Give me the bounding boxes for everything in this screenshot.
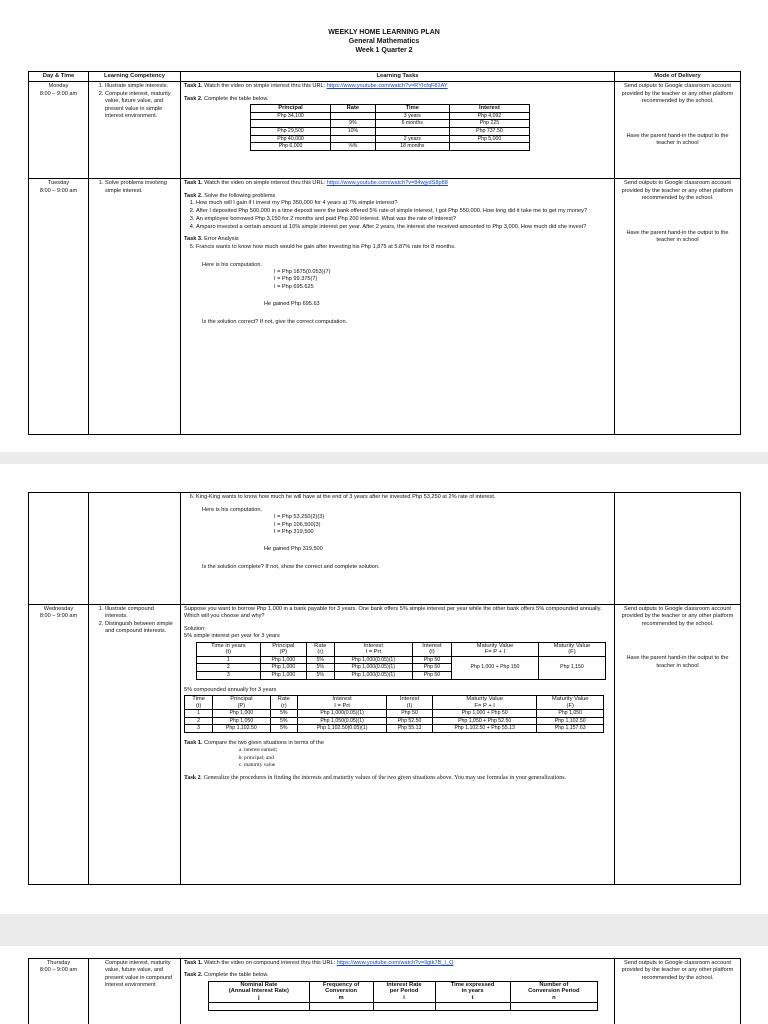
col-header: i [403,995,405,1001]
table-cell: 3 [197,672,261,680]
time-label: 8:00 – 9:00 am [39,187,78,194]
table-cell: Php 34,100 [251,112,331,120]
table-cell: 6 months [375,120,449,128]
simple-interest-comparison-table [196,642,606,680]
table-cell: ⅝% [331,143,376,151]
table-cell: Php 1,000 + Php 50 [432,710,537,718]
plan-table-page-3 [28,958,741,1024]
table-cell: Php 737.50 [449,128,529,136]
col-header: Nominal Rate [240,981,278,988]
table-cell: Php 1,050(0.05)(1) [298,717,387,725]
tuesday-mode-cell [615,179,741,435]
mode-handin-text: Have the parent hand-in the output to the teacher in school [626,132,729,147]
col-header: Interest [332,696,352,702]
thursday-day-cell [29,959,89,1024]
table-row [185,717,604,725]
thursday-mode-cell [615,959,741,1024]
monday-competency-cell [89,82,181,179]
col-header: n [552,995,556,1001]
col-header: (I) [406,702,413,709]
table-row [185,710,604,718]
table-row [197,656,606,664]
col-header: Interest Rate [386,981,422,988]
task-text: Solve the following problems [204,192,276,199]
table-row [185,725,604,733]
col-header: Principal [272,642,295,649]
time-label: 8:00 – 9:00 am [39,90,78,97]
col-header: (r) [280,702,287,709]
tuesday-row [29,179,741,435]
simple-interest-table [250,104,530,151]
col-header: Interest [399,696,420,702]
competency-text: Compute interest, maturity value, future value, and present value in compound interest environment [105,960,173,989]
col-header: (F) [568,649,576,656]
col-header: Rate [314,642,327,649]
table-cell: Php 1,000 + Php 150 [452,656,539,679]
list-item: 2. Distinguish between simple and compound interests. [105,621,177,636]
table-header-row [29,72,741,82]
computation-line: I = Php 53,250(2)(3) [274,514,325,521]
task-label: Task 3. [184,236,203,243]
day-label: Tuesday [47,180,70,187]
header-day-time: Day & Time [29,72,89,82]
problem-item: 6. King-King wants to know how much he will have at the end of 3 years after he invested Php 53,250 at 2% rate of interest. [196,494,611,501]
table-row [251,128,530,136]
task-label: Task 1. [184,180,203,187]
col-header: Maturity Value [551,696,589,702]
table-cell: 9% [331,120,376,128]
thursday-tasks-cell [181,959,615,1024]
list-item: c. maturity value [244,762,611,769]
col-header: in years [461,988,484,995]
video-link[interactable]: https://www.youtube.com/watch?v=84wjydS8p88 [326,180,448,187]
thursday-competency-cell [89,959,181,1024]
table-cell: Php 1,000 [213,710,270,718]
simple-title: 5% simple interest per year for 3 years [184,633,280,640]
table-cell: Php 1,000 [260,656,306,664]
mode-send-text: Send outputs to Google classroom account provided by the teacher or any other platform recommended by the school. [621,180,734,202]
col-header: Number of [539,981,569,988]
table-cell: 3 [185,725,213,733]
problem-intro: Suppose you want to borrow Php 1,000 in a bank payable for 3 years. One bank offers 5% simple interest per year while the other bank offers 5% compounded annually. Which will you choose and why? [184,606,602,620]
tuesday-competency-cell [89,179,181,435]
col-header: (t) [195,702,202,709]
task-label: Task 1. [184,83,203,90]
table-cell [251,120,331,128]
compound-title: 5% compounded annually for 3 years [184,686,277,693]
table-cell: Php 1,000(0.05)(1) [298,710,387,718]
table-header-row [185,696,604,710]
col-header: (F) [566,702,574,709]
document-page-2 [0,464,768,914]
col-header: Conversion [325,988,358,995]
list-item: 1. Illustrate compound interests. [105,606,177,621]
col-header: Time in years [211,642,246,649]
task-label: Task 2. [184,972,203,979]
col-header: Rate [331,105,376,113]
task-label: Task 1. [184,960,203,966]
day-label: Thursday [46,960,71,966]
header-mode: Mode of Delivery [615,72,741,82]
compound-interest-comparison-table [184,695,604,733]
col-header: (I) [429,649,435,656]
col-header: Maturity Value [553,642,591,649]
computation-intro: Here is his computation. [202,506,263,513]
plan-week: Week 1 Quarter 2 [355,47,413,54]
monday-row [29,82,741,179]
table-cell: Php 29,500 [251,128,331,136]
wednesday-row [29,605,741,885]
wednesday-competency-cell [89,605,181,885]
computation-line: I = Php 99.375(7) [274,276,318,283]
list-item: 2. Compute interest, maturity value, future value, and present value in simple interest environment. [105,91,177,121]
problem-item: 4. Amparo invested a certain amount at 10% simple interest per year. After 2 years, the interest she received amounted to Php 3,000. How much did she invest? [196,224,611,231]
video-link[interactable]: https://www.youtube.com/watch?v=RYIcfqF82AY [326,83,448,90]
day-label: Wednesday [43,606,74,612]
task-text: Error Analysis [204,236,239,243]
col-header: (r) [317,649,324,656]
table-cell: 5% [306,664,334,672]
col-header: Principal [230,696,253,702]
col-header: F= P + I [474,702,495,709]
table-cell: Php 6,000 [251,143,331,151]
problem-item: 2. After I deposited Php 500,000 in a time deposit were the bank offered 5% rate of simple interest, I got Php 550,000. How long did it take me to get my money? [196,208,611,215]
col-header: Interest [422,642,442,649]
tuesday-day-cell [29,179,89,435]
monday-mode-cell [615,82,741,179]
col-header: I = Prt [334,702,350,709]
table-cell: Php 1,102.50(0.05)(1) [298,725,387,733]
task-text: Compare the two given situations in terms of the [204,739,324,746]
table-header-row [251,105,530,113]
solution-label: Solution: [184,625,206,632]
computation-line: I = Php 319,500 [274,529,314,536]
col-header: per Period [389,988,419,995]
page-header [0,0,768,55]
col-header: Principal [251,105,331,113]
col-header: (Annual Interest Rate) [228,988,289,995]
table-cell: Php 1,102.50 [213,725,270,733]
table-row [251,120,530,128]
table-cell: Php 1,050 + Php 52.50 [432,717,537,725]
time-label: 8:00 – 9:00 am [39,967,78,974]
table-cell: Php 1,000 [260,672,306,680]
table-cell [331,112,376,120]
computation-line: I = Php 695.625 [274,283,314,290]
gained-text: He gained Php 695.63 [264,301,320,308]
table-cell: Php 40,000 [251,135,331,143]
document-page-1 [0,0,768,452]
table-cell: 5% [270,710,298,718]
mode-send-text: Send outputs to Google classroom account provided by the teacher or any other platform recommended by the school. [621,83,734,105]
table-cell: 5% [306,656,334,664]
col-header: Conversion Period [528,988,580,995]
problem-item: 3. An employee borrowed Php 3,150 for 2 months and paid Php 200 interest. What was the rate of interest? [196,216,611,223]
table-cell: Php 52.50 [387,717,433,725]
wednesday-mode-cell [615,605,741,885]
header-competency: Learning Competency [89,72,181,82]
table-row [251,143,530,151]
wednesday-tasks-cell [181,605,615,885]
table-cell: 5% [270,725,298,733]
table-cell: 10% [331,128,376,136]
table-cell: 5% [306,672,334,680]
table-cell: Php 1,150 [538,656,605,679]
computation-line: I = Php 106,500(3) [274,521,321,528]
table-cell: Php 1,050 [537,710,604,718]
table-cell [449,143,529,151]
task-text: Watch the video on simple interest thru this URL: [204,83,326,90]
task-label: Task 2. [184,192,203,199]
table-row [251,112,530,120]
col-header: j [258,995,260,1001]
table-header-row [197,642,606,656]
col-header: Time [375,105,449,113]
table-cell: Php 50 [387,710,433,718]
col-header: Interest [363,642,383,649]
list-item: a. interest earned; [244,747,611,754]
table-cell [375,128,449,136]
table-cell: 1 [197,656,261,664]
plan-table-page-2 [28,492,741,885]
task-text: . Generalize the procedures in finding the interests and maturity values of the two given situations above. You may use formulas in your generalizations. [200,774,567,781]
col-header: Frequency of [322,981,360,988]
plan-table-page-1 [28,71,741,435]
question-text: Is the solution complete? If not, show the correct and complete solution. [202,563,380,570]
table-cell: Php 1,102.50 [537,717,604,725]
table-row [209,1002,598,1010]
table-cell: 2 [185,717,213,725]
continuation-tasks-cell [181,493,615,605]
thursday-row [29,959,741,1024]
mode-send-text: Send outputs to Google classroom account provided by the teacher or any other platform recommended by the school. [621,606,734,627]
table-cell: 2 years [375,135,449,143]
col-header: Time expressed [450,981,495,988]
list-item: 1. Solve problems involving simple interest. [105,180,177,195]
table-cell: 18 months [375,143,449,151]
table-cell: Php 50 [412,656,451,664]
table-cell [331,135,376,143]
col-header: F= P + I [484,649,506,656]
mode-handin-text: Have the parent hand-in the output to the teacher in school [626,229,729,244]
gained-text: He gained Php 319,500 [264,546,323,553]
wednesday-day-cell [29,605,89,885]
mode-send-text: Send outputs to Google classroom account provided by the teacher or any other platform recommended by the school. [621,960,734,981]
list-item: b. principal; and [244,755,611,762]
task-label: Task 2 [184,774,201,781]
tuesday-tasks-cell [181,179,615,435]
task-text: Watch the video on simple interest thru this URL: [204,180,326,187]
table-cell: 1 [185,710,213,718]
plan-subject: General Mathematics [348,38,420,45]
table-cell: Php 1,000(0.05)(1) [334,664,412,672]
monday-tasks-cell [181,82,615,179]
col-header: Maturity Value [476,642,514,649]
col-header: t [471,995,474,1001]
table-cell: 3 years [375,112,449,120]
compound-interest-table [208,981,598,1011]
table-cell: 5% [270,717,298,725]
table-cell: Php 55.13 [387,725,433,733]
table-cell: Php 50 [412,672,451,680]
col-header: Time [192,696,205,702]
computation-intro: Here is his computation. [202,261,263,268]
computation-line: I = Php 1875(0.053)(7) [274,269,331,276]
col-header: Rate [277,696,290,702]
document-page-3 [0,946,768,1024]
col-header: (P) [279,649,288,656]
monday-day-cell [29,82,89,179]
table-cell: Php 1,157.63 [537,725,604,733]
mode-handin-text: Have the parent hand-in the output to the teacher in school [626,655,729,669]
col-header: I = Prt [365,649,382,656]
continuation-row [29,493,741,605]
task-text: Complete the table below. [204,972,269,979]
table-cell: Php 225 [449,120,529,128]
task-text: Complete the table below. [204,95,269,102]
table-cell: Php 4,092 [449,112,529,120]
problem-item: 5. Francis wants to know how much would he gain after investing his Php 1,875 at 5.87% rate for 8 months. [196,244,611,251]
col-header: Maturity Value [466,696,503,702]
time-label: 8:00 – 9:00 am [39,613,78,620]
table-cell: 2 [197,664,261,672]
question-text: Is the solution correct? If not, give the correct computation. [202,318,348,325]
table-cell: Php 1,000(0.05)(1) [334,672,412,680]
plan-title: WEEKLY HOME LEARNING PLAN [328,29,440,36]
table-header-row [209,981,598,1002]
table-cell: Php 50 [412,664,451,672]
col-header: (t) [225,649,232,656]
col-header: m [338,995,344,1001]
task-text: Watch the video on compound interest thru this URL: [204,960,336,966]
table-cell: Php 1,050 [213,717,270,725]
video-link[interactable]: https://www.youtube.com/watch?v=Ilgtk7B_I_Q [336,960,454,966]
col-header: Interest [449,105,529,113]
col-header: (P) [237,702,246,709]
table-row [251,135,530,143]
day-label: Monday [48,83,69,90]
task-label: Task 2. [184,95,203,102]
header-tasks: Learning Tasks [181,72,615,82]
table-cell: Php 5,000 [449,135,529,143]
problem-item: 1. How much will I gain if I invest my Php 350,000 for 4 years at 7% simple interest? [196,200,611,207]
table-cell: Php 1,000 [260,664,306,672]
table-cell: Php 1,000(0.05)(1) [334,656,412,664]
task-label: Task 1. [184,739,203,746]
table-cell: Php 1,102.50 + Php 55.13 [432,725,537,733]
list-item: 1. Illustrate simple interests. [105,83,177,90]
